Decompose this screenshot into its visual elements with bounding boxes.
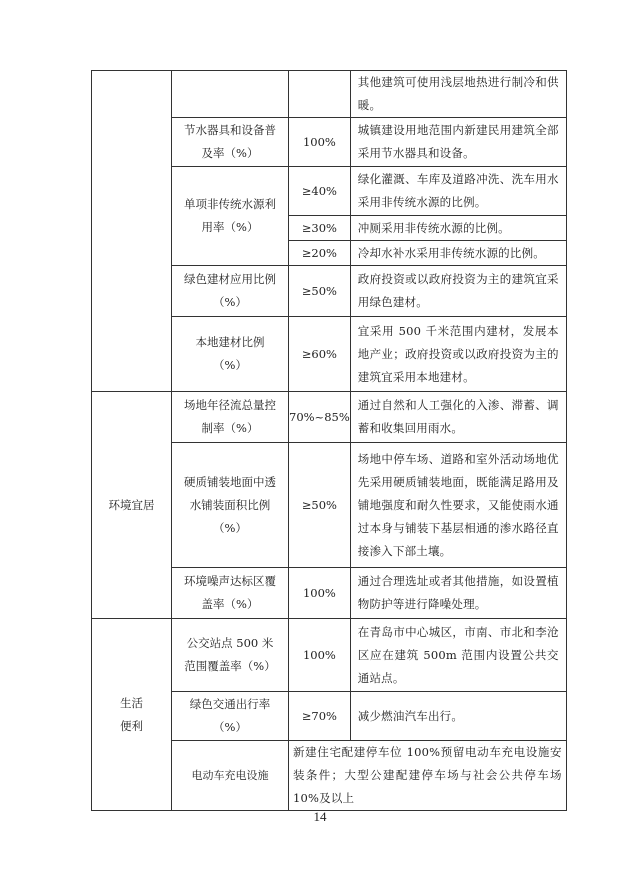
- value-cell: 100%: [289, 118, 351, 167]
- indicator-cell: 硬质铺装地面中透水铺装面积比例（%）: [172, 443, 289, 568]
- value-cell: ≥40%: [289, 167, 351, 216]
- description-cell: 场地中停车场、道路和室外活动场地优先采用硬质铺装地面，既能满足路用及铺地强度和耐久性要求，又能使雨水通过本身与铺装下基层相通的渗水路径直接渗入下部土壤。: [350, 443, 566, 568]
- indicator-cell: 电动车充电设施: [172, 741, 289, 811]
- value-cell: 100%: [289, 619, 351, 692]
- description-cell: 新建住宅配建停车位 100%预留电动车充电设施安装条件；大型公建配建停车场与社会公共停车场 10%及以上: [289, 741, 567, 811]
- value-cell: ≥60%: [289, 317, 351, 392]
- indicator-cell: [172, 71, 289, 118]
- table-row: [92, 619, 567, 692]
- value-cell: ≥30%: [289, 216, 351, 241]
- page-number: 14: [313, 809, 327, 824]
- value-cell: [289, 71, 351, 118]
- value-cell: ≥50%: [289, 266, 351, 317]
- indicator-cell: 场地年径流总量控制率（%）: [172, 392, 289, 443]
- table-row: [92, 392, 567, 443]
- category-cell-environment: 环境宜居: [92, 392, 172, 619]
- category-label-line-1: 生活: [120, 695, 143, 710]
- indicator-cell: 公交站点 500 米范围覆盖率（%）: [172, 619, 289, 692]
- indicator-cell: 节水器具和设备普及率（%）: [172, 118, 289, 167]
- value-cell: 100%: [289, 568, 351, 619]
- description-cell: 通过自然和人工强化的入渗、滞蓄、调蓄和收集回用雨水。: [350, 392, 566, 443]
- description-cell: 宜采用 500 千米范围内建材，发展本地产业；政府投资或以政府投资为主的建筑宜采用本地建材。: [350, 317, 566, 392]
- indicator-cell: 单项非传统水源利用率（%）: [172, 167, 289, 266]
- description-cell: 通过合理选址或者其他措施，如设置植物防护等进行降噪处理。: [350, 568, 566, 619]
- indicator-cell: 环境噪声达标区覆盖率（%）: [172, 568, 289, 619]
- table-row: [92, 71, 567, 118]
- description-cell: 政府投资或以政府投资为主的建筑宜采用绿色建材。: [350, 266, 566, 317]
- description-cell: 冲厕采用非传统水源的比例。: [350, 216, 566, 241]
- description-cell: 绿化灌溉、车库及道路冲洗、洗车用水采用非传统水源的比例。: [350, 167, 566, 216]
- indicator-cell: 绿色交通出行率（%）: [172, 692, 289, 741]
- value-cell: 70%~85%: [289, 392, 351, 443]
- description-cell: 城镇建设用地范围内新建民用建筑全部采用节水器具和设备。: [350, 118, 566, 167]
- indicator-cell: 本地建材比例（%）: [172, 317, 289, 392]
- value-cell: ≥20%: [289, 241, 351, 266]
- category-label-line-2: 便利: [120, 718, 143, 733]
- value-cell: ≥50%: [289, 443, 351, 568]
- category-cell-resource: [92, 71, 172, 392]
- standards-table: [91, 70, 567, 811]
- description-cell: 冷却水补水采用非传统水源的比例。: [350, 241, 566, 266]
- description-cell: 其他建筑可使用浅层地热进行制冷和供暖。: [350, 71, 566, 118]
- category-cell-convenience: [92, 619, 172, 811]
- value-cell: ≥70%: [289, 692, 351, 741]
- indicator-cell: 绿色建材应用比例（%）: [172, 266, 289, 317]
- description-cell: 减少燃油汽车出行。: [350, 692, 566, 741]
- description-cell: 在青岛市中心城区，市南、市北和李沧区应在建筑 500m 范围内设置公共交通站点。: [350, 619, 566, 692]
